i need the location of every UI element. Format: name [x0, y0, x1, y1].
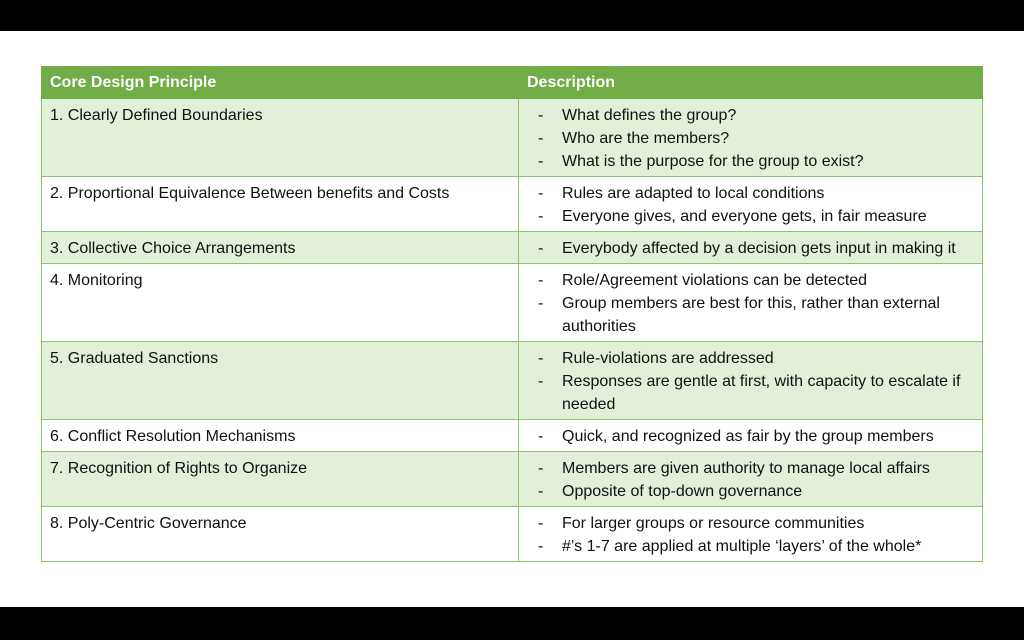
bullet-dash: - — [538, 460, 544, 477]
description-cell — [519, 177, 983, 232]
table-row — [42, 99, 983, 177]
description-text: What is the purpose for the group to exist? — [562, 153, 864, 170]
bullet-dash: - — [538, 240, 544, 257]
bullet-dash: - — [538, 185, 544, 202]
table-row — [42, 452, 983, 507]
header-description: Description — [519, 67, 983, 99]
table-row — [42, 264, 983, 342]
description-item — [535, 237, 974, 260]
description-item — [535, 269, 974, 292]
principle-cell: 6. Conflict Resolution Mechanisms — [42, 420, 519, 452]
description-item — [535, 425, 974, 448]
description-text: Everybody affected by a decision gets input in making it — [562, 240, 956, 257]
bullet-dash: - — [538, 515, 544, 532]
bullet-dash: - — [538, 483, 544, 500]
principle-cell: 1. Clearly Defined Boundaries — [42, 99, 519, 177]
description-text: Role/Agreement violations can be detected — [562, 272, 868, 289]
description-text: #’s 1-7 are applied at multiple ‘layers’ of the whole* — [562, 538, 922, 555]
description-cell — [519, 264, 983, 342]
table-row — [42, 420, 983, 452]
description-text: Opposite of top-down governance — [562, 483, 803, 500]
bullet-dash: - — [538, 428, 544, 445]
description-list — [535, 512, 974, 558]
description-cell — [519, 99, 983, 177]
description-text: Group members are best for this, rather than external authorities — [562, 295, 940, 335]
description-list — [535, 182, 974, 228]
description-text: Responses are gentle at first, with capacity to escalate if needed — [562, 373, 961, 413]
description-list — [535, 457, 974, 503]
header-row — [42, 67, 983, 99]
description-item — [535, 370, 974, 416]
bullet-dash: - — [538, 373, 544, 390]
description-cell — [519, 342, 983, 420]
description-list — [535, 104, 974, 173]
principle-cell: 2. Proportional Equivalence Between benefits and Costs — [42, 177, 519, 232]
description-list — [535, 269, 974, 338]
description-list — [535, 347, 974, 416]
principles-table — [41, 66, 983, 562]
description-cell — [519, 452, 983, 507]
principle-cell: 4. Monitoring — [42, 264, 519, 342]
bullet-dash: - — [538, 208, 544, 225]
description-cell — [519, 420, 983, 452]
table-row — [42, 177, 983, 232]
principle-cell: 5. Graduated Sanctions — [42, 342, 519, 420]
table-row — [42, 232, 983, 264]
description-item — [535, 127, 974, 150]
table-row — [42, 507, 983, 562]
description-item — [535, 150, 974, 173]
table-body — [42, 99, 983, 562]
description-text: Rules are adapted to local conditions — [562, 185, 825, 202]
bullet-dash: - — [538, 538, 544, 555]
slide — [0, 31, 1024, 607]
description-text: Who are the members? — [562, 130, 730, 147]
description-cell — [519, 232, 983, 264]
bullet-dash: - — [538, 295, 544, 312]
description-text: Members are given authority to manage local affairs — [562, 460, 930, 477]
description-text: Rule-violations are addressed — [562, 350, 774, 367]
principle-cell: 3. Collective Choice Arrangements — [42, 232, 519, 264]
description-list — [535, 425, 974, 448]
description-item — [535, 457, 974, 480]
description-item — [535, 292, 974, 338]
description-text: What defines the group? — [562, 107, 737, 124]
description-item — [535, 205, 974, 228]
description-text: Quick, and recognized as fair by the group members — [562, 428, 934, 445]
bullet-dash: - — [538, 272, 544, 289]
description-text: Everyone gives, and everyone gets, in fair measure — [562, 208, 927, 225]
description-item — [535, 535, 974, 558]
principle-cell: 8. Poly-Centric Governance — [42, 507, 519, 562]
description-text: For larger groups or resource communities — [562, 515, 865, 532]
description-item — [535, 347, 974, 370]
description-item — [535, 480, 974, 503]
description-item — [535, 512, 974, 535]
bullet-dash: - — [538, 153, 544, 170]
description-item — [535, 104, 974, 127]
header-principle: Core Design Principle — [42, 67, 519, 99]
description-item — [535, 182, 974, 205]
description-list — [535, 237, 974, 260]
description-cell — [519, 507, 983, 562]
principle-cell: 7. Recognition of Rights to Organize — [42, 452, 519, 507]
table-row — [42, 342, 983, 420]
bullet-dash: - — [538, 107, 544, 124]
bullet-dash: - — [538, 350, 544, 367]
bullet-dash: - — [538, 130, 544, 147]
